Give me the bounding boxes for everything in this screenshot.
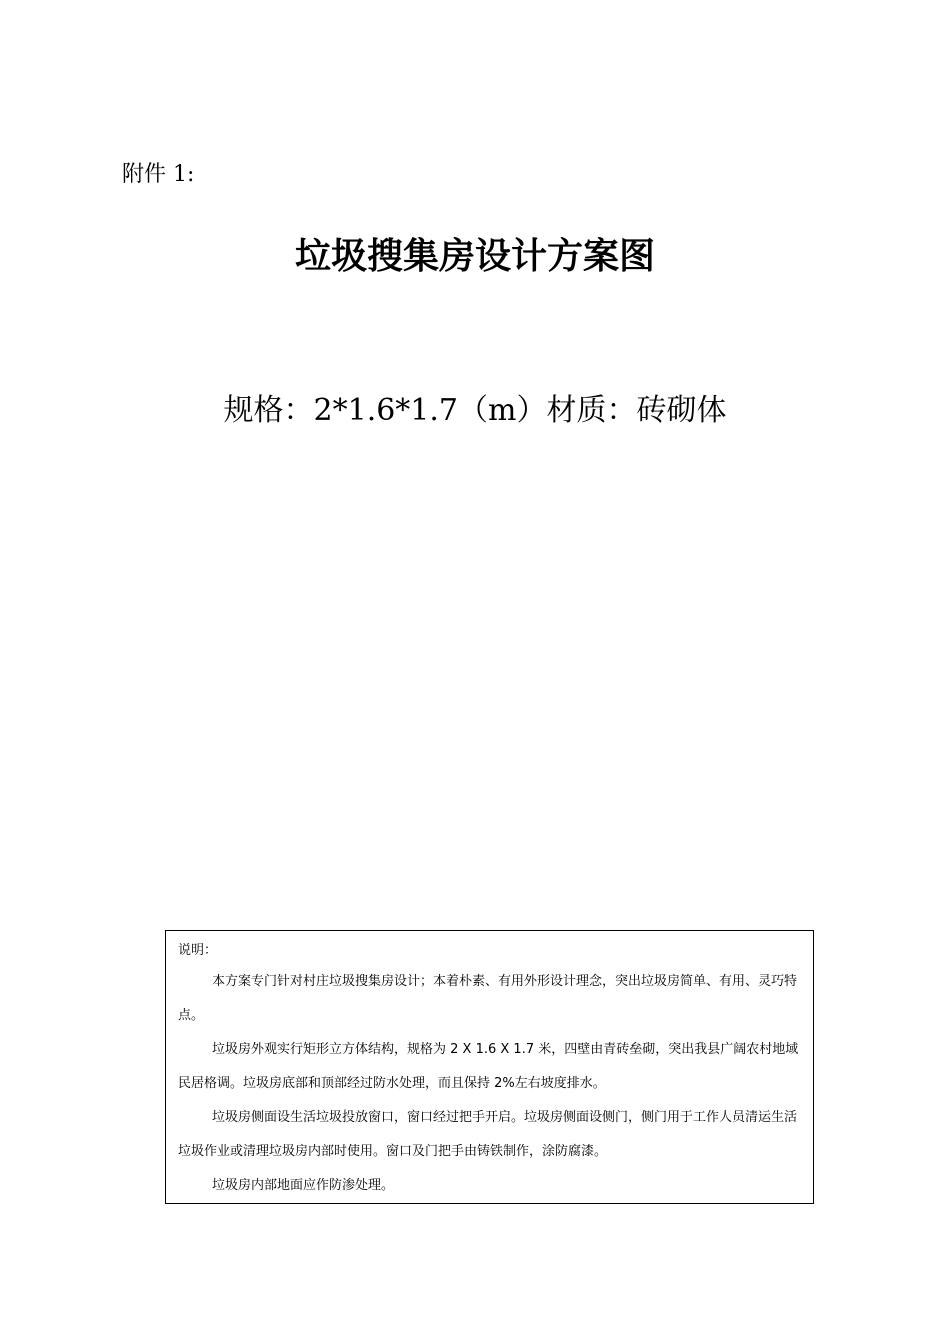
notes-paragraph: 垃圾房侧面设生活垃圾投放窗口，窗口经过把手开启。垃圾房侧面设侧门，侧门用于工作人员清运生活垃圾作业或清理垃圾房内部时使用。窗口及门把手由铸铁制作，涂防腐漆。	[178, 1110, 798, 1159]
notes-paragraph: 本方案专门针对村庄垃圾搜集房设计；本着朴素、有用外形设计理念，突出垃圾房简单、有用、灵巧特点。	[178, 974, 798, 1023]
specification-line: 规格：2*1.6*1.7（m）材质：砖砌体	[223, 393, 727, 428]
page-title: 垃圾搜集房设计方案图	[294, 236, 655, 277]
notes-paragraph: 垃圾房外观实行矩形立方体结构，规格为 2 X 1.6 X 1.7 米，四壁由青砖垒砌，突出我县广阔农村地域民居格调。垃圾房底部和顶部经过防水处理，而且保持 2%左右坡度排水。	[178, 1042, 799, 1091]
notes-box	[165, 930, 814, 1204]
notes-paragraph: 垃圾房内部地面应作防渗处理。	[212, 1178, 395, 1193]
notes-heading: 说明：	[178, 943, 218, 958]
attachment-label: 附件 1:	[122, 162, 195, 187]
